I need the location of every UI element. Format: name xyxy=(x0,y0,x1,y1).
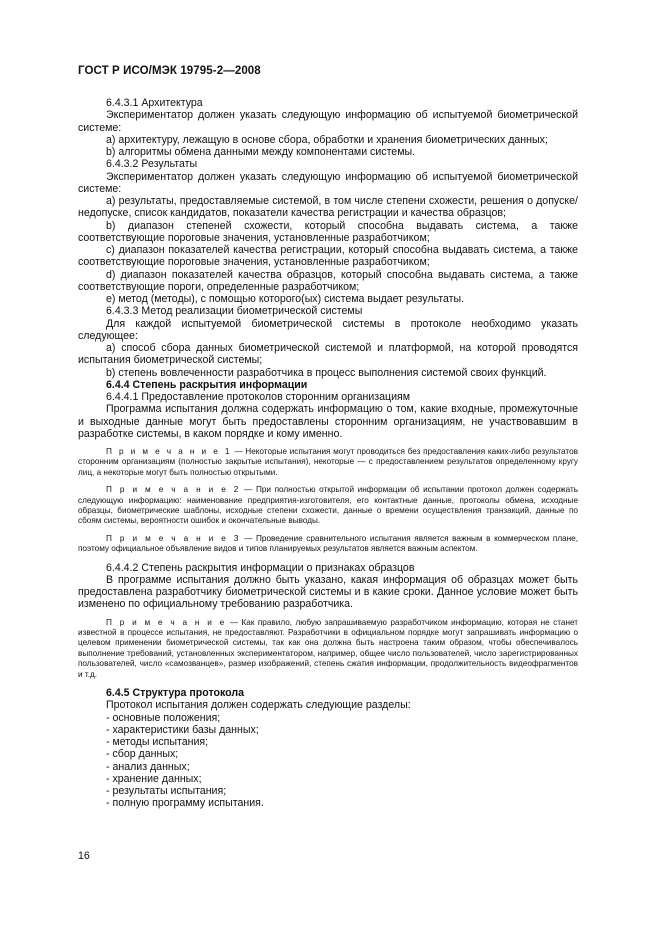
section-6431-intro: Экспериментатор должен указать следующую информацию об испытуемой биометрической системе: xyxy=(78,109,578,134)
section-6433-item-b: b) степень вовлеченности разработчика в процесс выполнения системой своих функций. xyxy=(106,366,547,379)
section-6431-item-a: a) архитектуру, лежащую в основе сбора, обработки и хранения биометрических данных; xyxy=(106,133,548,146)
section-6431-item-b: b) алгоритмы обмена данными между компонентами системы. xyxy=(106,146,416,158)
list-item: - методы испытания; xyxy=(106,736,209,749)
list-item: - полную программу испытания. xyxy=(106,797,264,810)
list-item: - анализ данных; xyxy=(106,760,190,773)
note-4-label: П р и м е ч а н и е xyxy=(106,617,227,627)
section-645-title: 6.4.5 Структура протокола xyxy=(106,687,244,700)
section-6442-title: 6.4.4.2 Степень раскрытия информации о признаках образцов xyxy=(106,561,415,574)
note-1-text: — Некоторые испытания могут проводиться без предоставления каких-либо результатов сторонним организациям (полностью закрытые испытания), некоторые — с предоставлением результатов определенному кругу лиц, а некоторые могут быть полностью открытыми. xyxy=(78,447,578,477)
list-item: - результаты испытания; xyxy=(106,785,227,798)
note-1-label: П р и м е ч а н и е 1 xyxy=(106,447,232,456)
note-3 xyxy=(78,534,578,555)
section-6432-intro: Экспериментатор должен указать следующую информацию об испытуемой биометрической системе: xyxy=(78,170,578,195)
document-header: ГОСТ Р ИСО/МЭК 19795-2—2008 xyxy=(78,65,261,77)
section-6431-title: 6.4.3.1 Архитектура xyxy=(106,97,203,109)
document-body xyxy=(78,97,578,810)
note-4-text: — Как правило, любую запрашиваемую разработчиком информацию, которая не станет известной в процессе испытания, не предоставляют. Разработчики в официальном порядке могут запрашивать информацию о целевом применении биометрической системы, так как она должна быть настроена таким образом, чтобы обеспечивалось выполнение требований, установленных экспериментатором, например, общее число пользователей, число зарегистрированных пользователей, число «самозванцев», размер изображений, степень сжатия информации, продолжительность видеофрагментов и т.д. xyxy=(78,617,578,679)
note-3-text: — Проведение сравнительного испытания является важным в коммерческом плане, поэтому официальное объявление видов и типов планируемых результатов является важным аспектом. xyxy=(78,533,578,554)
list-item: - хранение данных; xyxy=(106,772,202,785)
note-4 xyxy=(78,618,578,680)
section-6433-item-a: a) способ сбора данных биометрической системой и платформой, на которой проводятся испытания биометрической системы; xyxy=(78,342,578,367)
note-2 xyxy=(78,485,578,527)
section-644-title: 6.4.4 Степень раскрытия информации xyxy=(106,378,308,391)
note-2-text: — При полностью открытой информации об испытании протокол должен содержать следующую информацию: наименование предприятия-изготовителя, его контактные данные, протоколы обмена, исходные образцы, биометрические шаблоны, исходные степени схожести, данные о времени осуществления транзакций, данные по сбоям системы, вероятности ошибок и окончательные выводы. xyxy=(78,485,578,526)
list-item: - основные положения; xyxy=(106,711,221,724)
section-6441-title: 6.4.4.1 Предоставление протоколов сторонним организациям xyxy=(106,391,411,403)
section-6442-text: В программе испытания должно быть указано, какая информация об образцах может быть предоставлена разработчику биометрической системы и в какие сроки. Данное условие может быть изменено по официальному требованию разработчика. xyxy=(78,573,578,611)
list-item: - сбор данных; xyxy=(106,748,179,761)
section-6432-item-b: b) диапазон степеней схожести, который способна выдавать система, а также соответствующие пороговые значения, установленные разработчиком; xyxy=(78,219,578,244)
section-645-list xyxy=(78,712,578,810)
note-2-label: П р и м е ч а н и е 2 xyxy=(106,485,241,495)
section-6432-item-c: c) диапазон показателей качества регистрации, который способна выдавать система, а также соответствующие пороговые значения, установленные разработчиком; xyxy=(78,244,578,269)
list-item: - характеристики базы данных; xyxy=(106,723,259,736)
section-6432-item-e: e) метод (методы), с помощью которого(ых) система выдает результаты. xyxy=(106,293,465,305)
section-6432-title: 6.4.3.2 Результаты xyxy=(106,158,198,171)
note-1 xyxy=(78,447,578,478)
section-6433-title: 6.4.3.3 Метод реализации биометрической системы xyxy=(106,305,363,318)
note-3-label: П р и м е ч а н и е 3 xyxy=(106,533,241,543)
page-number: 16 xyxy=(78,850,90,862)
section-645-intro: Протокол испытания должен содержать следующие разделы: xyxy=(106,699,411,712)
section-6433-intro: Для каждой испытуемой биометрической системы в протоколе необходимо указать следующее: xyxy=(78,317,578,342)
section-6432-item-d: d) диапазон показателей качества образцов, который способна выдавать система, а также соответствующие пороги, определенные разработчиком; xyxy=(78,268,578,293)
section-6441-text: Программа испытания должна содержать информацию о том, какие входные, промежуточные и выходные данные могут быть предоставлены сторонним организациям, не участвовавшим в разработке системы, в каком порядке и кому именно. xyxy=(78,403,578,440)
section-6432-item-a: a) результаты, предоставляемые системой, в том числе степени схожести, решения о допуске/недопуске, список кандидатов, показатели качества регистрации и качества образцов; xyxy=(78,195,578,220)
